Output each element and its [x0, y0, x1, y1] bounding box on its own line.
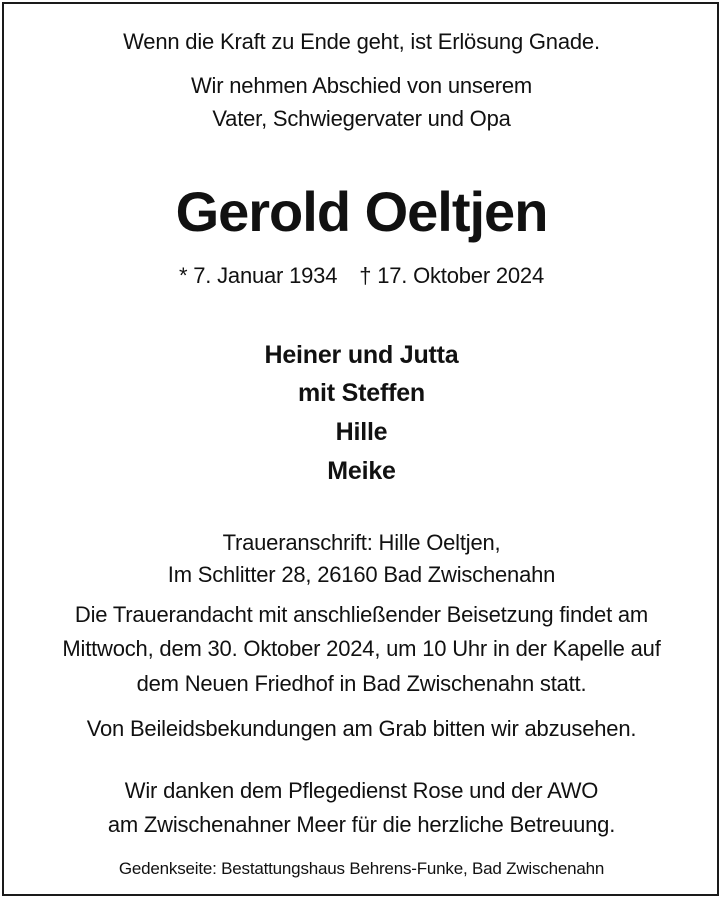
notice-border [2, 2, 719, 896]
life-dates [0, 262, 723, 290]
mourner-1: Heiner und Jutta [264, 341, 459, 369]
death-date: † 17. Oktober 2024 [359, 263, 545, 288]
motto: Wenn die Kraft zu Ende geht, ist Erlösung Gnade. [123, 29, 600, 54]
birth-date: * 7. Januar 1934 [178, 263, 338, 288]
mourner-3: Hille [335, 418, 388, 446]
service-line-1: Die Trauerandacht mit anschließender Beisetzung findet am [74, 602, 649, 627]
mourner-4: Meike [327, 457, 396, 485]
intro-line-1: Wir nehmen Abschied von unserem [190, 73, 533, 98]
address-line-2: Im Schlitter 28, 26160 Bad Zwischenahn [167, 562, 556, 587]
thanks-line-2: am Zwischenahner Meer für die herzliche Betreuung. [107, 812, 616, 837]
intro-line-2: Vater, Schwiegervater und Opa [212, 106, 511, 131]
mourner-2: mit Steffen [298, 379, 425, 407]
service-line-3: dem Neuen Friedhof in Bad Zwischenahn statt. [136, 671, 587, 696]
service-line-2: Mittwoch, dem 30. Oktober 2024, um 10 Uhr in der Kapelle auf [62, 636, 661, 661]
condolence-note: Von Beileidsbekundungen am Grab bitten wir abzusehen. [86, 716, 637, 741]
memorial-page-footer: Gedenkseite: Bestattungshaus Behrens-Funke, Bad Zwischenahn [118, 859, 605, 878]
deceased-name: Gerold Oeltjen [175, 180, 548, 243]
address-line-1: Traueranschrift: Hille Oeltjen, [222, 530, 501, 555]
thanks-line-1: Wir danken dem Pflegedienst Rose und der AWO [124, 778, 599, 803]
